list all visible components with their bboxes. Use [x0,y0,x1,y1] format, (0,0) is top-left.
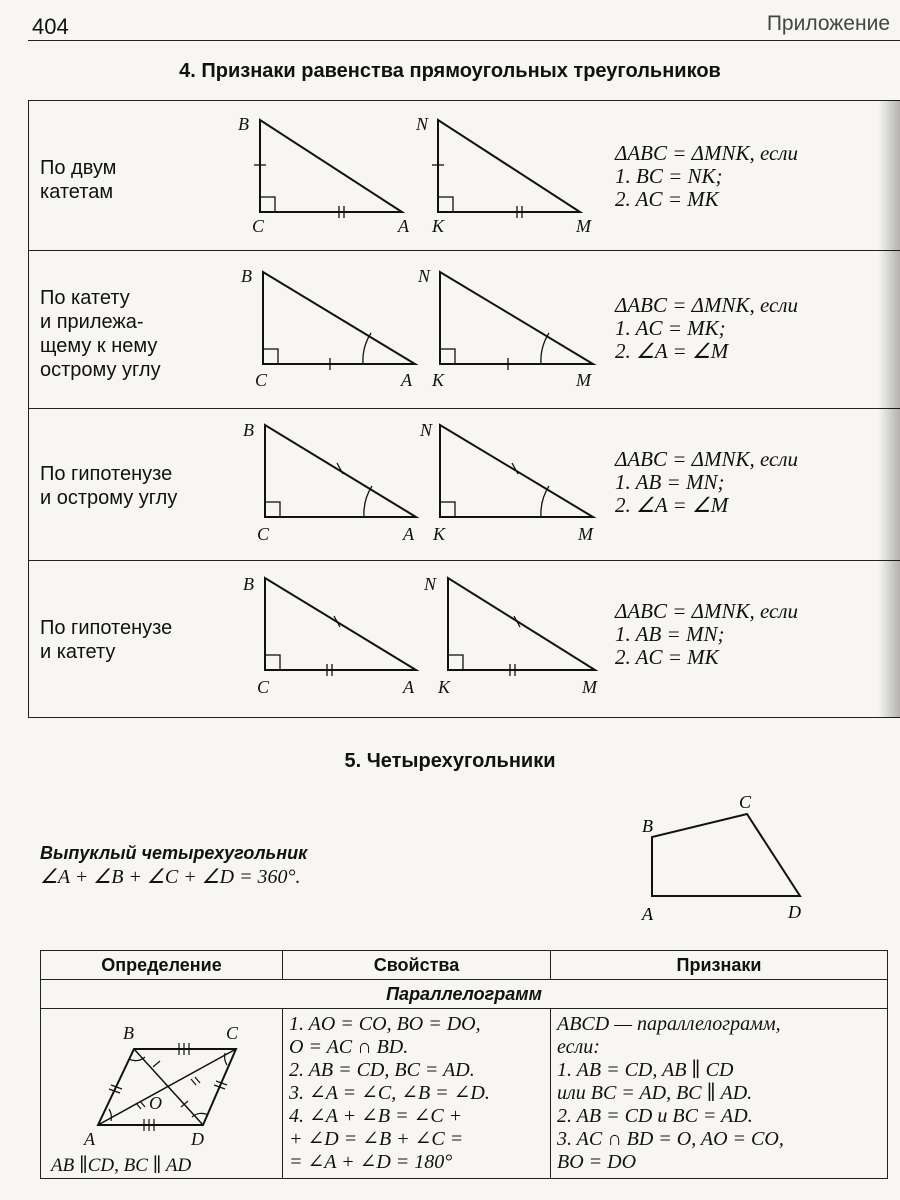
page-number: 404 [32,14,69,39]
running-title: Приложение [766,12,890,35]
section-5-title: 5. Четырехугольники [344,750,556,772]
row-1-conditions: ΔABC = ΔMNK, если 1. BC = NK; 2. AC = MK [615,141,799,211]
vertex-label-b: B [243,574,254,594]
row-4-label: По гипотенузе и катету [40,617,173,663]
right-angle-mark [440,349,455,364]
right-angle-mark [440,502,455,517]
list-item: = ∠A + ∠D = 180° [289,1151,453,1173]
right-angle-mark [438,197,453,212]
vertex-label-k: K [433,524,446,544]
row-4-conditions: ΔABC = ΔMNK, если 1. AB = MN; 2. AC = MK [615,599,799,669]
row-3-conditions: ΔABC = ΔMNK, если 1. AB = MN; 2. ∠A = ∠M [615,447,799,517]
definition-cell [41,1009,283,1179]
list-item: если: [557,1036,600,1058]
triangle-abc-row2 [263,272,415,364]
properties-cell [283,1009,551,1179]
angle-arc [364,486,372,517]
list-item: 1. AB = CD, AB ∥ CD [557,1059,734,1081]
vertex-label-b: B [241,266,252,286]
quadrilateral-abcd [652,814,800,896]
row-2-label: По катету и прилежа- щему к нему острому углу [40,287,161,381]
list-item: 2. AB = CD и BC = AD. [557,1105,753,1127]
vertex-label-n: N [420,420,433,440]
vertex-label-n: N [424,574,437,594]
vertex-label-b: B [123,1023,134,1043]
vertex-label-m: M [576,370,591,390]
right-angle-mark [265,502,280,517]
list-item: 4. ∠A + ∠B = ∠C + [289,1105,463,1127]
vertex-label-c: C [226,1023,239,1043]
vertex-label-k: K [438,677,451,697]
convex-quadrilateral-heading: Выпуклый четырехугольник [40,843,308,863]
criteria-cell [551,1009,888,1179]
list-item: или BC = AD, BC ∥ AD. [557,1082,753,1104]
triangle-abc-row4 [265,578,416,670]
vertex-label-m: M [582,677,597,697]
right-angle-mark [263,349,278,364]
vertex-label-c: C [257,677,270,697]
triangle-abc-row1 [260,120,402,212]
vertex-label-k: K [432,370,445,390]
section-4-title: 4. Признаки равенства прямоугольных треугольников [179,60,721,82]
right-angle-mark [448,655,463,670]
properties-list [283,1009,550,1178]
vertex-label-b: B [642,816,653,836]
row-3-label: По гипотенузе и острому углу [40,463,178,509]
row-2-conditions: ΔABC = ΔMNK, если 1. AC = MK; 2. ∠A = ∠M [615,293,799,363]
vertex-label-b: B [238,114,249,134]
list-item: + ∠D = ∠B + ∠C = [289,1128,464,1150]
diagonal-bd [134,1049,203,1125]
list-item: 2. AB = CD, BC = AD. [289,1059,475,1081]
list-item: ABCD — параллелограмм, [557,1013,781,1035]
vertex-label-a: A [403,524,414,544]
vertex-label-b: B [243,420,254,440]
convex-quadrilateral-figure [620,790,860,940]
triangle-mnk-row2 [440,272,593,364]
column-header-properties: Свойства [283,951,551,980]
parallelogram-subheader: Параллелограмм [41,980,888,1009]
diagonal-ac [98,1049,236,1125]
angle-sum-formula: ∠A + ∠B + ∠C + ∠D = 360°. [40,866,301,888]
vertex-label-m: M [578,524,593,544]
right-angle-mark [260,197,275,212]
vertex-label-m: M [576,216,591,236]
right-angle-mark [265,655,280,670]
list-item: 3. AC ∩ BD = O, AO = CO, [557,1128,784,1150]
vertex-label-n: N [418,266,431,286]
column-header-criteria: Признаки [551,951,888,980]
triangle-mnk-row1 [438,120,580,212]
vertex-label-a: A [401,370,412,390]
triangle-mnk-row4 [448,578,595,670]
column-header-definition: Определение [41,951,283,980]
parallelogram-figure [41,1009,281,1149]
vertex-label-c: C [257,524,270,544]
row-1-label: По двум катетам [40,157,117,203]
vertex-label-a: A [398,216,409,236]
vertex-label-a: A [642,904,653,924]
vertex-label-k: K [432,216,445,236]
vertex-label-a: A [403,677,414,697]
vertex-label-d: D [191,1129,204,1149]
vertex-label-c: C [739,792,752,812]
quadrilaterals-table [40,950,888,1179]
list-item: O = AC ∩ BD. [289,1036,409,1058]
vertex-label-n: N [416,114,429,134]
list-item: 3. ∠A = ∠C, ∠B = ∠D. [289,1082,490,1104]
vertex-label-c: C [252,216,265,236]
vertex-label-a: A [84,1129,95,1149]
parallel-sides-caption: AB ∥CD, BC ∥ AD [51,1155,192,1176]
criteria-list [551,1009,887,1178]
list-item: BO = DO [557,1151,637,1173]
list-item: 1. AO = CO, BO = DO, [289,1013,481,1035]
vertex-label-d: D [788,902,801,922]
triangle-abc-row3 [265,425,416,517]
vertex-label-o: O [149,1093,162,1113]
vertex-label-c: C [255,370,268,390]
